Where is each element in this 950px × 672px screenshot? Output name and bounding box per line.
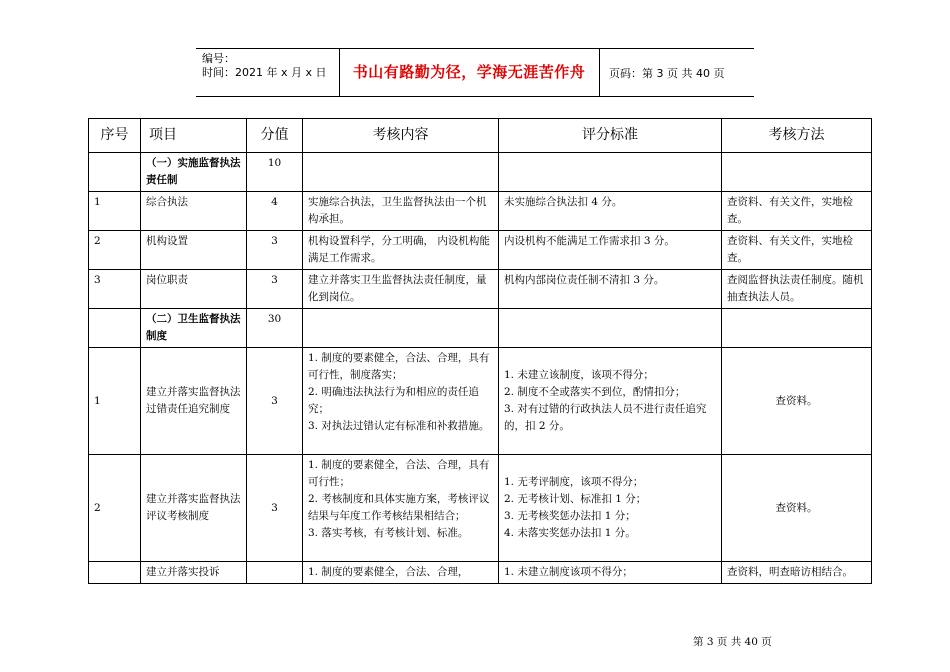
page-footer: 第 3 页 共 40 页 [693, 636, 772, 648]
motto: 书山有路勤为径，学海无涯苦作舟 [352, 63, 586, 81]
row-standard [499, 562, 722, 584]
col-header-method: 考核方法 [722, 119, 872, 153]
row-content: 实施综合执法，卫生监督执法由一个机构承担。 [303, 192, 499, 231]
row-standard [499, 348, 722, 455]
table-row [89, 270, 872, 309]
table-row [89, 562, 872, 584]
row-standard: 内设机构不能满足工作需求扣 3 分。 [499, 231, 722, 270]
content-line: 3. 对执法过错认定有标准和补救措施。 [308, 420, 490, 432]
row-item: 建立并落实监督执法过错责任追究制度 [141, 348, 247, 455]
row-score: 3 [247, 270, 303, 309]
row-score: 3 [247, 348, 303, 455]
standard-line: 1. 未建立制度该项不得分； [504, 566, 633, 578]
col-header-content: 考核内容 [303, 119, 499, 153]
header-bottom-rule [196, 96, 754, 97]
row-item: 建立并落实投诉 [141, 562, 247, 584]
time-label: 时间：2021 年 x 月 x 日 [202, 66, 327, 79]
assessment-table [88, 118, 872, 584]
row-content: 机构设置科学，分工明确， 内设机构能满足工作需求。 [303, 231, 499, 270]
row-method: 查资料。 [722, 455, 872, 562]
row-score: 3 [247, 231, 303, 270]
content-line: 1. 制度的要素健全，合法、合理， [308, 566, 469, 578]
row-item: 建立并落实监督执法评议考核制度 [141, 455, 247, 562]
row-item: 岗位职责 [141, 270, 247, 309]
row-no: 2 [89, 231, 141, 270]
content-line: 1. 制度的要素健全，合法、合理，具有可行性； [308, 459, 490, 488]
section-score: 30 [247, 309, 303, 348]
table-row [89, 455, 872, 562]
section-title: （二）卫生监督执法制度 [141, 309, 247, 348]
row-no: 1 [89, 192, 141, 231]
row-content [303, 348, 499, 455]
row-score: 4 [247, 192, 303, 231]
row-method: 查阅监督执法责任制度。随机抽查执法人员。 [722, 270, 872, 309]
page-header [196, 48, 754, 96]
row-no: 3 [89, 270, 141, 309]
row-standard: 机构内部岗位责任制不清扣 3 分。 [499, 270, 722, 309]
standard-line: 2. 制度不全或落实不到位，酌情扣分； [504, 386, 686, 398]
row-method: 查资料、有关文件，实地检查。 [722, 192, 872, 231]
content-line: 3. 落实考核，有考核计划、标准。 [308, 527, 469, 539]
row-no: 2 [89, 455, 141, 562]
row-content: 建立并落实卫生监督执法责任制度，量化到岗位。 [303, 270, 499, 309]
standard-line: 4. 未落实奖惩办法扣 1 分。 [504, 527, 636, 539]
content-line: 2. 考核制度和具体实施方案，考核评议结果与年度工作考核结果相结合； [308, 493, 490, 522]
table-row [89, 348, 872, 455]
number-label: 编号： [202, 52, 235, 65]
row-item: 综合执法 [141, 192, 247, 231]
row-standard: 未实施综合执法扣 4 分。 [499, 192, 722, 231]
standard-line: 2. 无考核计划、标准扣 1 分； [504, 493, 647, 505]
standard-line: 3. 无考核奖惩办法扣 1 分； [504, 510, 636, 522]
row-method: 查资料，明查暗访相结合。 [722, 562, 872, 584]
row-no: 1 [89, 348, 141, 455]
row-item: 机构设置 [141, 231, 247, 270]
table-header-row [89, 119, 872, 153]
section-title: （一）实施监督执法责任制 [141, 153, 247, 192]
header-top-rule [196, 48, 754, 49]
section-row [89, 153, 872, 192]
header-divider [599, 48, 600, 96]
row-content [303, 455, 499, 562]
row-content [303, 562, 499, 584]
col-header-item: 项目 [141, 119, 247, 153]
content-line: 2. 明确违法执法行为和相应的责任追究； [308, 386, 479, 415]
row-no [89, 562, 141, 584]
standard-line: 1. 未建立该制度，该项不得分； [504, 369, 654, 381]
row-score: 3 [247, 455, 303, 562]
content-line: 1. 制度的要素健全，合法、合理，具有可行性，制度落实； [308, 352, 490, 381]
col-header-score: 分值 [247, 119, 303, 153]
row-method: 查资料、有关文件，实地检查。 [722, 231, 872, 270]
table-row [89, 231, 872, 270]
standard-line: 1. 无考评制度，该项不得分； [504, 476, 644, 488]
row-score [247, 562, 303, 584]
row-method: 查资料。 [722, 348, 872, 455]
col-header-no: 序号 [89, 119, 141, 153]
section-score: 10 [247, 153, 303, 192]
row-standard [499, 455, 722, 562]
table-row [89, 192, 872, 231]
col-header-standard: 评分标准 [499, 119, 722, 153]
standard-line: 3. 对有过错的行政执法人员不进行责任追究的，扣 2 分。 [504, 403, 707, 432]
section-row [89, 309, 872, 348]
page-info: 页码：第 3 页 共 40 页 [609, 67, 725, 80]
